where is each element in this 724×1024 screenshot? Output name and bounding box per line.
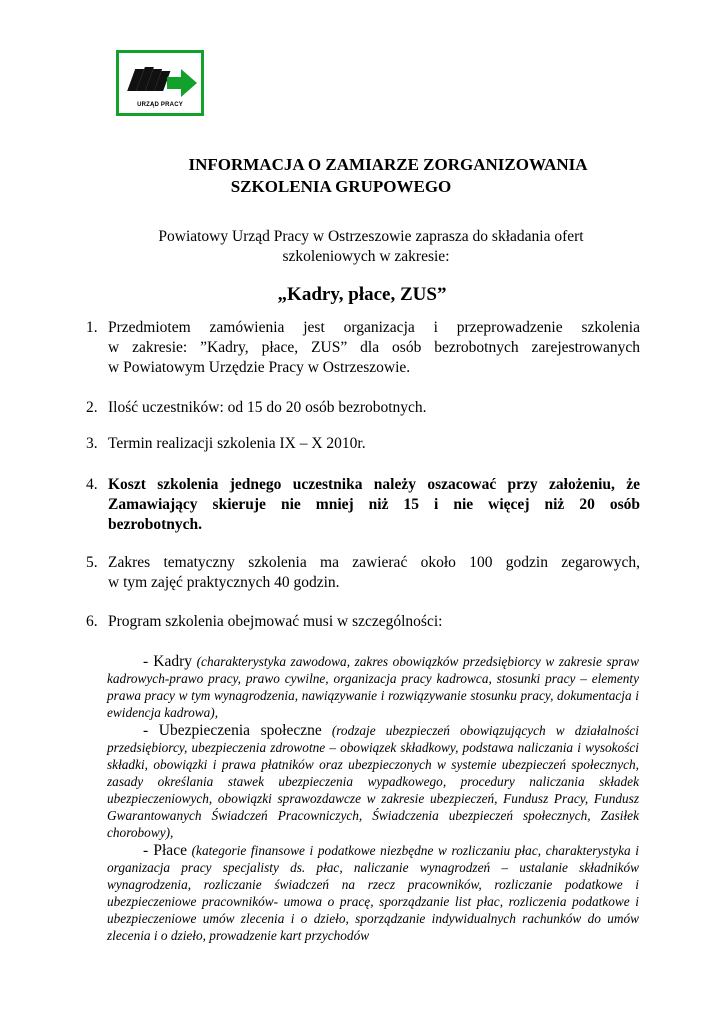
item-line: Program szkolenia obejmować musi w szczególności:: [108, 613, 443, 630]
item-number: 4.: [86, 476, 98, 493]
item-line: Koszt szkolenia jednego uczestnika należy oszacować przy założeniu, że: [108, 476, 640, 493]
item-number: 1.: [86, 319, 98, 336]
item-number: 5.: [86, 554, 98, 571]
list-item-3: [86, 434, 640, 454]
logo-urzad-pracy: [116, 50, 204, 116]
topic-kadry: [107, 653, 639, 721]
topic-description: (kategorie finansowe i podatkowe niezbędne w rozliczaniu płac, charakterystyka i organizacja pracy specjalisty ds. płac, naliczanie wynagrodzeń – ustalanie składników wynagrodzenia, rozliczanie świadczeń na rzecz pracowników, rozliczanie podatkowe i ubezpieczeniowe pracowników- umowa o pracę, sporządzanie list płac, rozliczenia podatkowe i ubezpieczeniowe umów zlecenia i o dzieło, sporządzanie indywidualnych rachunków do umów zlecenia i o dzieło, prowadzenie kart przychodów: [107, 843, 639, 943]
item-line: w tym zajęć praktycznych 40 godzin.: [108, 574, 340, 591]
intro-line-1: Powiatowy Urząd Pracy w Ostrzeszowie zaprasza do składania ofert: [158, 228, 584, 245]
item-line: Termin realizacji szkolenia IX – X 2010r.: [108, 435, 366, 452]
list-item-1: [86, 318, 640, 378]
item-line: Przedmiotem zamówienia jest organizacja i przeprowadzenie szkolenia: [108, 319, 640, 336]
item-line: w Powiatowym Urzędzie Pracy w Ostrzeszowie.: [108, 359, 411, 376]
document-title: [0, 154, 724, 198]
item-line: Zakres tematyczny szkolenia ma zawierać około 100 godzin zegarowych,: [108, 554, 640, 571]
intro-line-2: szkoleniowych w zakresie:: [282, 248, 450, 265]
item-line: bezrobotnych.: [108, 516, 203, 533]
training-subject: „Kadry, płace, ZUS”: [277, 284, 447, 305]
item-line: Zamawiający skieruje nie mniej niż 15 i nie więcej niż 20 osób: [108, 496, 640, 513]
list-item-4: [86, 475, 640, 535]
topic-label: - Płace: [143, 842, 187, 859]
intro-paragraph: [0, 227, 724, 267]
title-line-1: INFORMACJA O ZAMIARZE ZORGANIZOWANIA: [188, 155, 588, 174]
item-number: 2.: [86, 399, 98, 416]
item-number: 3.: [86, 435, 98, 452]
item-line: Ilość uczestników: od 15 do 20 osób bezrobotnych.: [108, 399, 427, 416]
topic-ubezpieczenia: [107, 722, 639, 841]
title-line-2: SZKOLENIA GRUPOWEGO: [230, 177, 452, 196]
topic-description: (charakterystyka zawodowa, zakres obowiązków przedsiębiorcy w zakresie spraw kadrowych-prawo pracy, prawo cywilne, organizacja pracy kadrowca, stosunki pracy – elementy prawa pracy w tym wynagrodzenia, nawiązywanie i rozwiązywanie stosunku pracy, dokumentacja i ewidencja kadrowa),: [107, 654, 639, 720]
item-line: w zakresie: ”Kadry, płace, ZUS” dla osób bezrobotnych zarejestrowanych: [108, 339, 640, 356]
topic-label: - Kadry: [143, 653, 193, 670]
topic-label: - Ubezpieczenia społeczne: [143, 722, 322, 739]
list-item-5: [86, 553, 640, 593]
topic-description: (rodzaje ubezpieczeń obowiązujących w działalności przedsiębiorcy, ubezpieczenia zdrowotne – obowiązek składkowy, podstawa naliczania i wysokości składki, obowiązki i prawa płatników oraz ubezpieczonych w systemie ubezpieczeń społecznych, zasady określania stawek ubezpieczenia wypadkowego, procedury naliczania składek ubezpieczeniowych, obowiązki sprawozdawcze w zakresie ubezpieczeń, Fundusz Pracy, Fundusz Gwarantowanych Świadczeń Pracowniczych, Świadczenia ubezpieczeń społecznych, Zasiłek chorobowy),: [107, 723, 639, 840]
topic-place: [107, 842, 639, 944]
list-item-6: [86, 612, 640, 632]
item-number: 6.: [86, 613, 98, 630]
logo-text: URZĄD PRACY: [137, 102, 183, 108]
list-item-2: [86, 398, 640, 418]
